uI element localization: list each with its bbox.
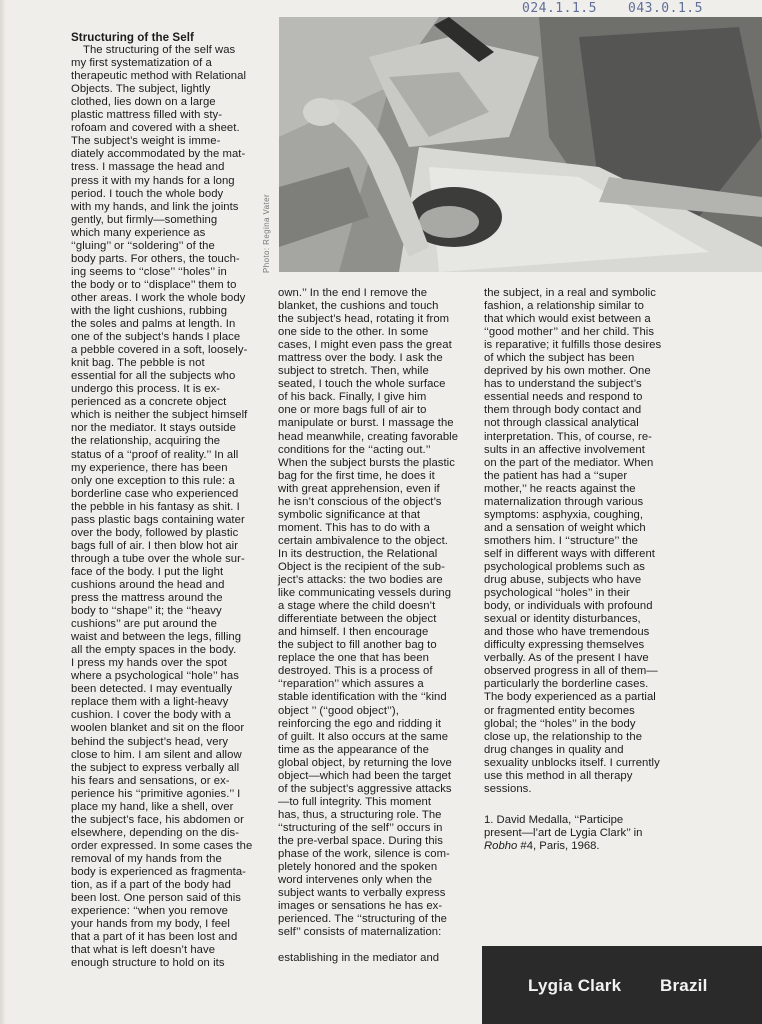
text-line: bag for the first time, he does it [278,469,435,482]
text-line: diately accommodated by the mat- [71,148,246,161]
text-line: rofoam and covered with a sheet. [71,122,240,135]
text-line: mother,’’ he reacts against the [484,482,636,495]
text-line: been lost. One person said of this [71,892,242,905]
text-line: establishing in the mediator and [278,952,440,965]
text-line: reinforcing the ego and ridding it [278,717,442,730]
text-line: like communicating vessels during [278,587,452,600]
text-line: my first systematization of a [71,57,212,70]
text-line: conditions for the ‘‘acting out.’’ [278,443,431,456]
text-line: cases, I might even pass the great [278,339,452,352]
archive-number-mark: 043.0.1.5 [628,1,703,16]
footnote-line: present—l’art de Lygia Clark’’ in [484,827,643,840]
text-line: woolen blanket and sit on the floor [71,722,245,735]
text-line: press the mattress around the [71,592,223,605]
text-line: self’’ consists of maternalization: [278,926,442,939]
text-line: —to full integrity. This moment [278,795,432,808]
text-line: ‘‘good mother’’ and her child. This [484,326,655,339]
text-line: order expressed. In some cases the [71,839,253,852]
text-line: has to understand the subject’s [484,378,642,391]
text-line: Object is the recipient of the sub- [278,560,445,573]
journal-title: Robho [484,840,518,853]
text-line: a pebble covered in a soft, loosely- [71,344,248,357]
text-line: a stage where the child doesn’t [278,600,436,613]
text-line: knit bag. The pebble is not [71,357,205,370]
text-line: the pre-verbal space. During this [278,834,443,847]
text-line: Objects. The subject, lightly [71,83,211,96]
text-line: ject’s attacks: the two bodies are [278,574,443,587]
text-line: fashion, a relationship similar to [484,300,644,313]
text-line: certain ambivalence to the object. [278,534,448,547]
text-line: body to ‘‘shape’’ it; the ‘‘heavy [71,605,222,618]
text-line: difficulty expressing themselves [484,639,645,652]
text-line: The body experienced as a partial [484,691,656,704]
text-line: use this method in all therapy [484,769,633,782]
text-line [278,939,458,952]
artist-name: Lygia Clark [528,976,622,995]
text-line: ‘‘structuring of the self’’ occurs in [278,821,443,834]
text-line: head meanwhile, creating favorable [278,430,459,443]
text-column-right [484,287,661,796]
text-line: ‘‘reparation’’ which assures a [278,678,424,691]
text-line: word intervenes only when the [278,874,433,887]
text-line: object ’’ (‘‘good object’’), [278,704,399,717]
text-line: blanket, the cushions and touch [278,300,439,313]
text-line: one or more bags full of air to [278,404,427,417]
text-line: manipulate or burst. I massage the [278,417,454,430]
footnote-line [484,840,642,853]
text-line: deprived by his own mother. One [484,365,651,378]
text-line: of which the subject has been [484,352,635,365]
text-line: that a part of it has been lost and [71,931,238,944]
text-line: therapeutic method with Relational [71,70,247,83]
text-line: which many experience as [71,226,206,239]
text-line: his fears and sensations, or ex- [71,774,230,787]
text-line: press it with my hands for a long [71,174,235,187]
text-line: pletely honored and the spoken [278,861,438,874]
text-line: essential for all the subjects who [71,370,236,383]
text-line: seated, I touch the whole surface [278,378,446,391]
text-line: all the empty spaces in the body. [71,644,237,657]
text-line: global object, by returning the love [278,756,452,769]
text-line: drug changes in quality and [484,743,624,756]
text-line: not through classical analytical [484,417,639,430]
text-line: the subject to fill another bag to [278,639,437,652]
text-line: borderline case who experienced [71,487,239,500]
text-line: is reparative; it fulfills those desires [484,339,662,352]
text-line: the body or to ‘‘displace’’ them to [71,278,237,291]
performance-photo [279,17,762,272]
text-line: subject wants to verbally express [278,887,446,900]
text-line: one of the subject’s hands I place [71,331,241,344]
text-line: one side to the other. In some [278,326,429,339]
text-line: own.’’ In the end I remove the [278,287,428,299]
text-line: sessions. [484,782,532,795]
footnote [484,814,642,853]
text-line: mattress over the body. I ask the [278,352,443,365]
text-line: clothed, lies down on a large [71,96,216,109]
text-line: with the light cushions, rubbing [71,304,228,317]
text-line: through a tube over the whole sur- [71,552,245,565]
text-line: cushion. I cover the body with a [71,709,231,722]
text-line: sexual or identity disturbances, [484,613,641,626]
artist-country: Brazil [660,976,708,995]
text-line: symptoms: asphyxia, coughing, [484,508,644,521]
text-line: and a sensation of weight which [484,521,646,534]
text-line: plastic mattress filled with sty- [71,109,223,122]
text-line: only one exception to this rule: a [71,474,235,487]
text-column-middle [278,287,458,965]
text-line: the pebble in his fantasy as shit. I [71,500,240,513]
text-line: close to him. I am silent and allow [71,748,242,761]
text-line: my experience, there has been [71,461,228,474]
text-line: body parts. For others, the touch- [71,252,240,265]
text-line: behind the subject’s head, very [71,735,229,748]
photo-credit: Photo: Regina Vater [262,193,271,273]
text-line: which is neither the subject himself [71,409,248,422]
text-line: of guilt. It also occurs at the same [278,730,449,743]
text-line: waist and between the legs, filling [71,631,242,644]
text-line: been detected. I may eventually [71,683,233,696]
text-line: verbally. As of the present I have [484,652,649,665]
text-line: psychological ‘‘holes’’ in their [484,587,630,600]
text-line: the soles and palms at length. In [71,318,236,331]
text-line: psychological problems such as [484,560,645,573]
text-line: perienced as a concrete object [71,396,227,409]
footnote-citation-rest: #4, Paris, 1968. [517,840,600,853]
text-column-left [71,31,252,970]
text-line: experience: ‘‘when you remove [71,905,228,918]
text-line: undergo this process. It is ex- [71,383,221,396]
text-line: ‘‘gluing’’ or ‘‘soldering’’ of the [71,239,215,252]
text-line: perience his ‘‘primitive agonies.’’ I [71,787,241,800]
text-line: your hands from my body, I feel [71,918,230,931]
text-line: the subject’s head, rotating it from [278,313,450,326]
text-line: has, thus, a structuring role. The [278,808,442,821]
text-line: face of the body. I put the light [71,565,224,578]
text-line: where a psychological ‘‘hole’’ has [71,670,239,683]
page-edge [0,0,6,1024]
text-line: In its destruction, the Relational [278,547,438,560]
section-heading: Structuring of the Self [71,31,194,44]
text-line: destroyed. This is a process of [278,665,433,678]
text-line: gently, but firmly—something [71,213,218,226]
text-line: tion, as if a part of the body had [71,879,231,892]
text-line: I press my hands over the spot [71,657,227,670]
text-line: maternalization through various [484,495,644,508]
text-line: with great apprehension, even if [278,482,440,495]
text-line: When the subject bursts the plastic [278,456,455,469]
footnote-line: 1. David Medalla, ‘‘Participe [484,814,624,826]
text-line: cushions’’ are put around the [71,618,217,631]
text-line: them through body contact and [484,404,642,417]
text-line: that which would exist between a [484,313,651,326]
text-line: other areas. I work the whole body [71,291,246,304]
text-line: the subject to express verbally all [71,761,240,774]
text-line: place my hand, like a shell, over [71,800,234,813]
text-line: the patient has had a ‘‘super [484,469,628,482]
text-line: on the part of the mediator. When [484,456,654,469]
text-line: of the subject’s aggressive attacks [278,782,452,795]
text-line: or fragmented entity becomes [484,704,635,717]
text-line: sults in an affective involvement [484,443,645,456]
text-line: that what is left doesn’t have [71,944,216,957]
archive-number-mark: 024.1.1.5 [522,1,597,16]
text-line: with my hands, and link the joints [71,200,239,213]
text-line: bags full of air. I then blow hot air [71,539,239,552]
text-line: The subject’s weight is imme- [71,135,221,148]
text-line: and those who have tremendous [484,626,650,639]
text-line: drug abuse, subjects who have [484,574,642,587]
text-line: status of a ‘‘proof of reality.’’ In all [71,448,239,461]
text-line: object—which had been the target [278,769,452,782]
text-line: essential needs and respond to [484,391,643,404]
text-line: body is experienced as fragmenta- [71,866,246,878]
text-line: he isn’t conscious of the object’s [278,495,442,508]
text-line: images or sensations he has ex- [278,900,443,913]
text-line: elsewhere, depending on the dis- [71,826,240,839]
text-line: observed progress in all of them— [484,665,658,678]
text-line: differentiate between the object [278,613,437,626]
text-line: period. I touch the whole body [71,187,224,200]
text-line: time as the appearance of the [278,743,429,756]
text-line: moment. This has to do with a [278,521,430,534]
text-line: particularly the borderline cases. [484,678,649,691]
text-line: self in different ways with different [484,547,655,560]
text-line: The structuring of the self was [83,44,236,57]
text-line: stable identification with the ‘‘kind [278,691,447,704]
text-line: the relationship, acquiring the [71,435,221,448]
text-line: body, or individuals with profound [484,600,653,613]
text-line: the subject, in a real and symbolic [484,287,656,299]
text-line: tress. I massage the head and [71,161,225,174]
text-line: nor the mediator. It stays outside [71,422,236,435]
text-line: perienced. The ‘‘structuring of the [278,913,448,926]
text-line: of his back. Finally, I give him [278,391,427,404]
text-line: pass plastic bags containing water [71,513,245,526]
text-line: sexuality unblocks itself. I currently [484,756,660,769]
text-line: the subject’s face, his abdomen or [71,813,244,826]
text-line: smothers him. I ‘‘structure’’ the [484,534,639,547]
text-line: and himself. I then encourage [278,626,429,639]
text-line: over the body, followed by plastic [71,526,239,539]
text-line: global; the ‘‘holes’’ in the body [484,717,636,730]
text-line: subject to stretch. Then, while [278,365,429,378]
text-line: phase of the work, silence is com- [278,848,450,861]
text-line: interpretation. This, of course, re- [484,430,652,443]
text-line: replace the one that has been [278,652,429,665]
text-line: symbolic significance at that [278,508,421,521]
text-line: ing seems to ‘‘close’’ ‘‘holes’’ in [71,265,227,278]
text-line: replace them with a light-heavy [71,696,229,709]
text-line: removal of my hands from the [71,852,222,865]
text-line: close up, the relationship to the [484,730,643,743]
text-line: enough structure to hold on its [71,957,225,970]
text-line: cushions around the head and [71,578,225,591]
artist-banner [482,946,762,1024]
